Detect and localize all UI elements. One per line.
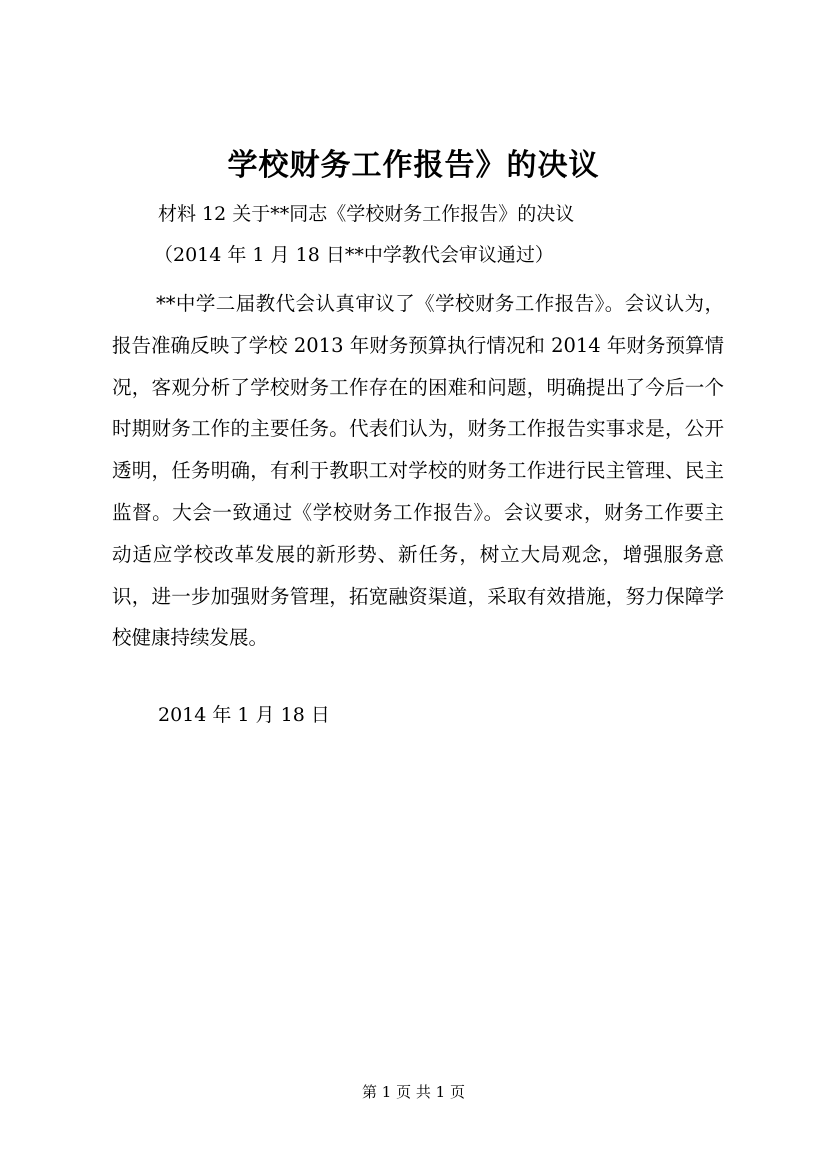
document-title: 学校财务工作报告》的决议 [227,148,600,183]
resolution-body-paragraph: **中学二届教代会认真审议了《学校财务工作报告》。会议认为，报告准确反映了学校 2013 年财务预算执行情况和 2014 年财务预算情况，客观分析了学校财务工作存在的困难和问题，明确提出了今后一个时期财务工作的主要任务。代表们认为，财务工作报告实事求是，公开透明，任务明确，有利于教职工对学校的财务工作进行民主管理、民主监督。大会一致通过《学校财务工作报告》。会议要求，财务工作要主动适应学校改革发展的新形势、新任务，树立大局观念，增强服务意识，进一步加强财务管理，拓宽融资渠道，采取有效措施，努力保障学校健康持续发展。 [112,292,724,650]
meeting-info-line: （2014 年 1 月 18 日**中学教代会审议通过） [154,244,554,266]
document-subtitle: 材料 12 关于**同志《学校财务工作报告》的决议 [158,203,575,225]
document-date: 2014 年 1 月 18 日 [158,704,330,726]
page-footer: 第 1 页 共 1 页 [362,1083,465,1101]
